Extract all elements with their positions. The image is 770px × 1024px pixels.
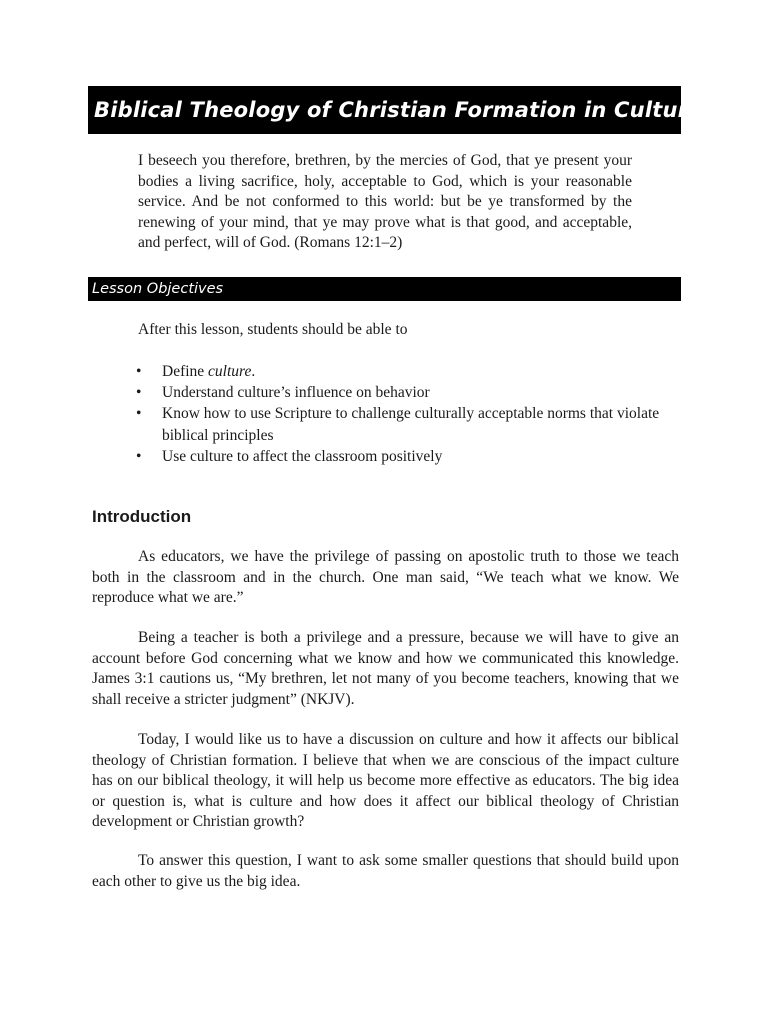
introduction-paragraph: As educators, we have the privilege of passing on apostolic truth to those we teach both in the classroom and in the church. One man said, “We teach what we know. We reproduce what we are.”	[92, 548, 679, 606]
objective-text: Know how to use Scripture to challenge culturally acceptable norms that violate biblical principles	[162, 405, 660, 444]
bullet-icon: •	[136, 405, 142, 423]
list-item	[134, 382, 682, 403]
objective-emphasis: culture	[208, 363, 252, 380]
scripture-epigraph: I beseech you therefore, brethren, by the mercies of God, that ye present your bodies a living sacrifice, holy, acceptable to God, which is your reasonable service. And be not conformed to this world: but be ye transformed by the renewing of your mind, that ye may prove what is that good, and acceptable, and perfect, will of God. (Romans 12:1–2)	[138, 152, 632, 252]
objectives-list	[134, 361, 682, 467]
list-item	[134, 403, 682, 445]
introduction-paragraph: To answer this question, I want to ask some smaller questions that should build upon each other to give us the big idea.	[92, 852, 679, 890]
lesson-objectives-banner	[88, 277, 681, 301]
objective-suffix: .	[251, 363, 256, 380]
lesson-objectives-heading: Lesson Objectives	[92, 281, 224, 297]
introduction-paragraph: Being a teacher is both a privilege and a pressure, because we will have to give an account before God concerning what we know and how we communicated this knowledge. James 3:1 cautions us, “My brethren, let not many of you become teachers, knowing that we shall receive a stricter judgment” (NKJV).	[92, 629, 679, 708]
objective-text: Define	[162, 363, 209, 380]
introduction-heading: Introduction	[92, 507, 192, 526]
objectives-intro-text: After this lesson, students should be able to	[138, 321, 408, 338]
document-title: Biblical Theology of Christian Formation in Culture	[94, 98, 703, 122]
bullet-icon: •	[136, 447, 142, 465]
list-item	[134, 361, 682, 382]
introduction-paragraph: Today, I would like us to have a discussion on culture and how it affects our biblical theology of Christian formation. I believe that when we are conscious of the impact culture has on our biblical theology, it will help us become more effective as educators. The big idea or question is, what is culture and how does it affect our biblical theology of Christian development or Christian growth?	[92, 731, 679, 830]
bullet-icon: •	[136, 384, 142, 402]
objective-text: Understand culture’s influence on behavior	[162, 384, 430, 402]
title-banner	[88, 86, 703, 134]
objective-text: Use culture to affect the classroom positively	[162, 447, 443, 465]
list-item	[134, 446, 682, 467]
bullet-icon: •	[136, 363, 142, 380]
